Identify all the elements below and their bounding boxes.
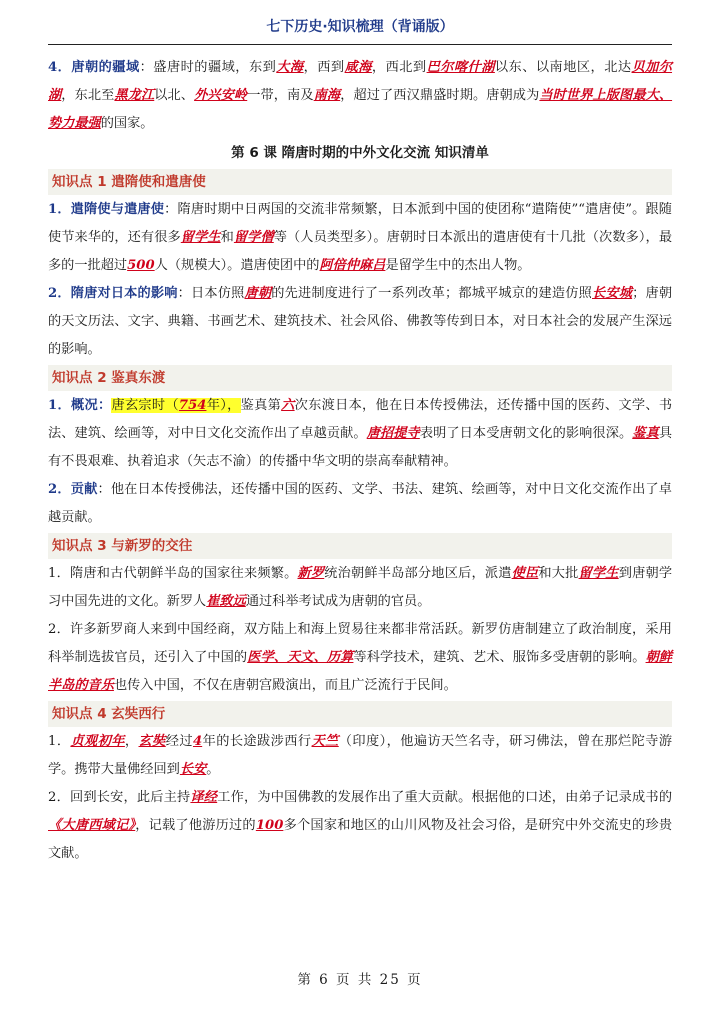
kp1-paragraph-1 [48, 196, 672, 280]
text: 和大批 [538, 566, 579, 581]
text: 人（规模大）。遣唐使团中的 [154, 258, 320, 273]
text: 以北、 [154, 88, 195, 103]
text: ，记载了他游历过的 [135, 818, 256, 833]
text: 以东、以南地区，北达 [494, 60, 632, 75]
text: 是留学生中的杰出人物。 [385, 258, 531, 273]
lesson-title: 第 6 课 隋唐时期的中外文化交流 知识清单 [231, 145, 489, 161]
text: 统治朝鲜半岛部分地区后，派遣 [324, 566, 512, 581]
kp4-paragraph-1 [48, 728, 672, 784]
text: 多个国家和地区的山川风物及社会习俗，是研究中外交流史的珍贵文献。 [48, 818, 673, 861]
kp1-paragraph-2 [48, 280, 672, 364]
kp2-paragraph-1 [48, 392, 672, 476]
section-heading-kp3: 知识点 3 与新罗的交往 [48, 533, 672, 559]
keyword: 唐招提寺 [366, 426, 420, 441]
text: 等（人员类型多）。唐朝时日本派出的遣唐使有十几批（次数多），最多的一批超过 [48, 230, 673, 273]
text: 的先进制度进行了一系列改革；都城平城京的建造仿照 [271, 286, 592, 301]
section-heading-kp1: 知识点 1 遣隋使和遣唐使 [48, 169, 672, 195]
text: 具有不畏艰难、执着追求（矢志不渝）的传播中华文明的崇高奉献精神。 [48, 426, 673, 469]
keyword: 当时世界上版图最大、势力最强 [48, 88, 673, 131]
kp2-paragraph-2 [48, 476, 672, 532]
keyword: 崔致远 [206, 594, 246, 609]
keyword: 唐朝 [244, 286, 272, 301]
kp3-paragraph-2 [48, 616, 672, 700]
text: 也传入中国，不仅在唐朝宫殿演出，而且广泛流行于民间。 [113, 678, 457, 693]
text: 2．回到长安，此后主持 [48, 790, 191, 805]
text: ：他在日本传授佛法，还传播中国的医药、文学、书法、建筑、绘画等，对中日文化交流作出了卓越贡献。 [48, 482, 672, 525]
text: 年的长途跋涉西行 [202, 734, 312, 749]
text: 唐玄宗时（ [111, 398, 179, 413]
page-title: 七下历史·知识梳理（背诵版） [266, 19, 454, 35]
text: 和 [220, 230, 234, 245]
keyword: 留学生 [180, 230, 221, 245]
page-header [48, 10, 672, 45]
keyword: 留学生 [578, 566, 619, 581]
text: 年）， [206, 398, 241, 413]
keyword: 500 [127, 258, 155, 273]
kp2-p1-label: 1．概况： [48, 398, 112, 413]
text: ，东北至 [61, 88, 115, 103]
text: 的国家。 [100, 116, 154, 131]
keyword: 留学僧 [233, 230, 274, 245]
text: 到唐朝学习中国先进的文化。新罗人 [48, 566, 673, 609]
kp2-p2-label: 2．贡献 [48, 482, 98, 497]
page-number: 第 6 页 共 25 页 [297, 972, 423, 988]
text: 2．许多新罗商人来到中国经商，双方陆上和海上贸易往来都非常活跃。新罗仿唐制建立了政治制度，采用科举制选拔官员，还引入了中国的 [48, 622, 672, 665]
text: 经过 [165, 734, 193, 749]
keyword: 巴尔喀什湖 [426, 60, 495, 75]
kp1-p2-label: 2．隋唐对日本的影响 [48, 286, 178, 301]
keyword: 使臣 [511, 566, 539, 581]
text: 表明了日本受唐朝文化的影响很深。 [419, 426, 633, 441]
text: ，超过了西汉鼎盛时期。唐朝成为 [340, 88, 540, 103]
text: 鉴真第 [240, 398, 282, 413]
keyword: 天竺 [311, 734, 339, 749]
keyword: 医学、天文、历算 [247, 650, 354, 665]
text: （印度），他遍访天竺名寺，研习佛法，曾在那烂陀寺游学。携带大量佛经回到 [48, 734, 673, 777]
highlighted-text [111, 398, 240, 413]
keyword: 咸海 [344, 60, 372, 75]
kp3-paragraph-1 [48, 560, 672, 616]
keyword: 4 [192, 734, 203, 749]
text: ：隋唐时期中日两国的交流非常频繁，日本派到中国的使团称“遣隋使”“遣唐使”。跟随使节来华的，还有很多 [48, 202, 672, 245]
keyword: 译经 [190, 790, 218, 805]
text: ：日本仿照 [177, 286, 245, 301]
text: ，西到 [303, 60, 345, 75]
text: 通过科举考试成为唐朝的官员。 [245, 594, 431, 609]
keyword: 朝鲜半岛的音乐 [48, 650, 673, 693]
text: 工作，为中国佛教的发展作出了重大贡献。根据他的口述，由弟子记录成书的 [217, 790, 673, 805]
territory-paragraph [48, 54, 672, 138]
keyword: 100 [255, 818, 284, 833]
text: ， [124, 734, 139, 749]
keyword: 大海 [276, 60, 304, 75]
text: 次东渡日本，他在日本传授佛法，还传播中国的医药、文学、书法、建筑、绘画等，对中日文化交流作出了卓越贡献。 [48, 398, 673, 441]
text: 1． [48, 734, 71, 749]
text: 等科学技术，建筑、艺术、服饰多受唐朝的影响。 [353, 650, 646, 665]
keyword: 南海 [313, 88, 341, 103]
kp4-paragraph-2 [48, 784, 672, 868]
text: 一带，南及 [247, 88, 314, 103]
keyword: 六 [281, 398, 295, 413]
kp1-p1-label: 1．遣隋使与遣唐使 [48, 202, 165, 217]
keyword: 长安 [179, 762, 207, 777]
keyword: 新罗 [297, 566, 325, 581]
document-body [48, 54, 672, 868]
text: ，西北到 [371, 60, 427, 75]
keyword: 黑龙江 [114, 88, 155, 103]
keyword: 长安城 [592, 286, 633, 301]
section-heading-kp2: 知识点 2 鉴真东渡 [48, 365, 672, 391]
keyword: 玄奘 [138, 734, 166, 749]
keyword: 754 [178, 398, 207, 413]
keyword: 鉴真 [632, 426, 659, 441]
keyword: 贞观初年 [70, 734, 125, 749]
keyword: 阿倍仲麻吕 [319, 258, 386, 273]
text: ；唐朝的天文历法、文字、典籍、书画艺术、建筑技术、社会风俗、佛教等传到日本，对日本社会的发展产生深远的影响。 [48, 286, 673, 357]
section-heading-kp4: 知识点 4 玄奘西行 [48, 701, 672, 727]
territory-label: 4．唐朝的疆域 [48, 60, 140, 75]
text: 。 [206, 762, 220, 777]
text: 1．隋唐和古代朝鲜半岛的国家往来频繁。 [48, 566, 298, 581]
text: ：盛唐时的疆域，东到 [139, 60, 277, 75]
keyword: 贝加尔湖 [48, 60, 673, 103]
keyword: 外兴安岭 [194, 88, 248, 103]
keyword: 《大唐西域记》 [48, 818, 136, 833]
